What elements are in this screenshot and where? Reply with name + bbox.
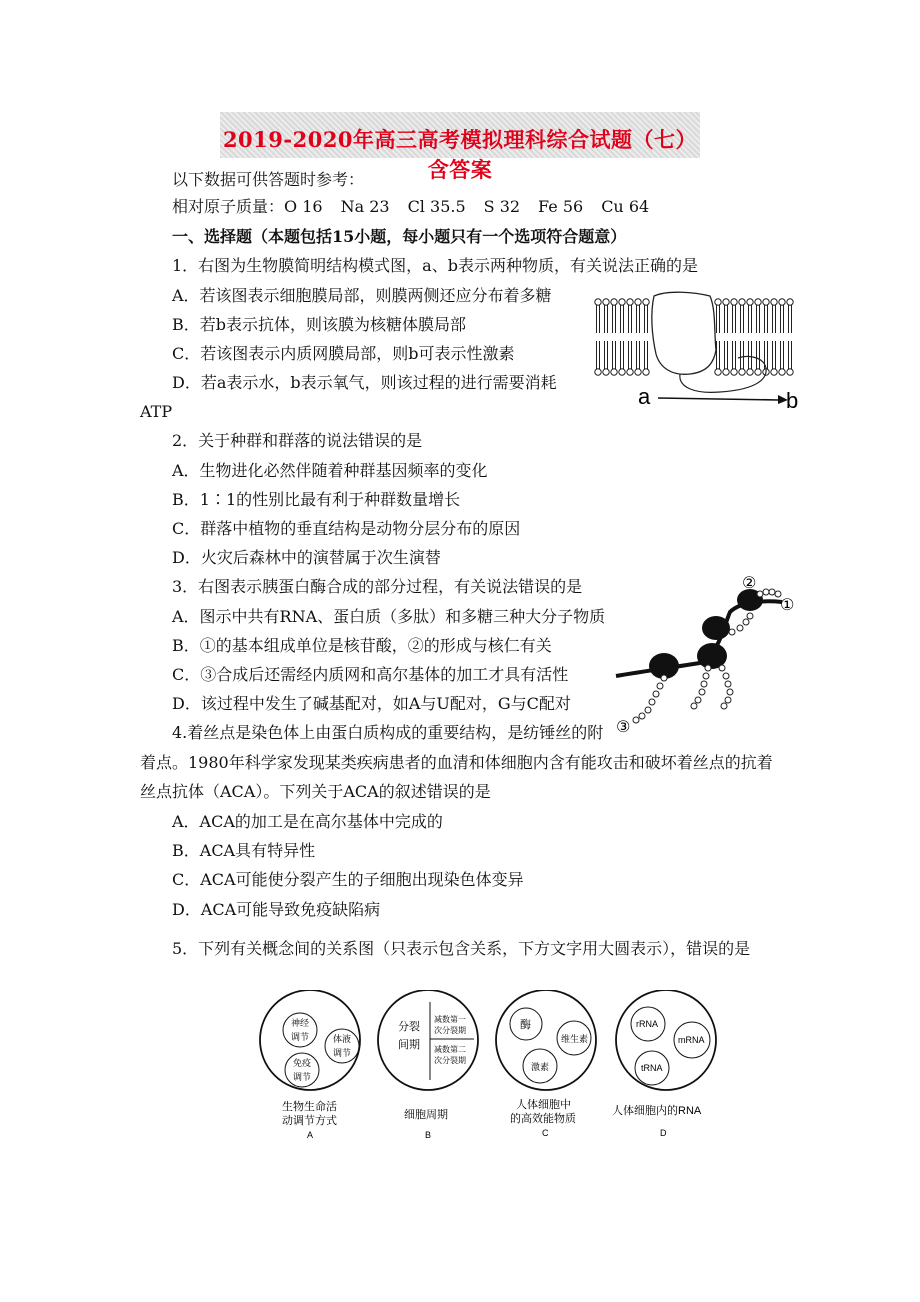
atomic-mass-fe: Fe 56 — [538, 197, 584, 216]
q2-option-a: A．生物进化必然伴随着种群基因频率的变化 — [172, 461, 488, 480]
amino-acid-bead — [645, 707, 651, 713]
svg-text:分裂: 分裂 — [398, 1021, 420, 1033]
atomic-mass-cl: Cl 35.5 — [407, 197, 466, 216]
amino-acid-bead — [747, 613, 753, 619]
lipid-head — [643, 299, 649, 305]
lipid-head — [635, 369, 641, 375]
lipid-head — [731, 369, 737, 375]
atomic-mass-o: O 16 — [284, 197, 323, 216]
mrna-strand — [616, 601, 782, 676]
svg-text:体液: 体液 — [333, 1034, 352, 1044]
amino-acid-bead — [763, 589, 769, 595]
amino-acid-bead — [639, 713, 645, 719]
amino-acid-bead — [699, 689, 705, 695]
q2-option-c: C．群落中植物的垂直结构是动物分层分布的原因 — [172, 519, 521, 538]
marker-1: ① — [780, 597, 795, 614]
lipid-head — [787, 299, 793, 305]
lipid-head — [731, 299, 737, 305]
svg-text:减数第一: 减数第一 — [434, 1015, 466, 1024]
translation-figure — [612, 570, 812, 740]
amino-acid-bead — [723, 673, 729, 679]
q3-stem: 3．右图表示胰蛋白酶合成的部分过程，有关说法错误的是 — [172, 577, 583, 596]
marker-3: ③ — [616, 719, 631, 736]
amino-acid-bead — [743, 619, 749, 625]
lipid-head — [779, 369, 785, 375]
label-a: a — [638, 384, 651, 409]
lipid-head — [723, 299, 729, 305]
svg-text:维生素: 维生素 — [561, 1034, 589, 1044]
amino-acid-bead — [695, 697, 701, 703]
lipid-head — [771, 299, 777, 305]
q4-option-a: A．ACA的加工是在高尔基体中完成的 — [172, 812, 443, 831]
svg-text:细胞周期: 细胞周期 — [404, 1109, 448, 1121]
diagram-d — [612, 990, 716, 1138]
marker-2: ② — [742, 575, 757, 592]
lipid-head — [715, 369, 721, 375]
page-title: 2019-2020年高三高考模拟理科综合试题（七）含答案 — [222, 127, 698, 182]
amino-acid-bead — [657, 683, 663, 689]
svg-text:mRNA: mRNA — [678, 1035, 705, 1045]
q3-option-c: C．③合成后还需经内质网和高尔基体的加工才具有活性 — [172, 665, 569, 684]
amino-acid-bead — [727, 689, 733, 695]
lipid-head — [619, 369, 625, 375]
svg-text:酶: 酶 — [520, 1019, 531, 1031]
lipid-head — [787, 369, 793, 375]
svg-text:免疫: 免疫 — [293, 1058, 312, 1068]
q1-option-d-wrap: ATP — [140, 402, 173, 421]
membrane-protein — [652, 292, 716, 374]
lipid-head — [771, 369, 777, 375]
section-heading: 一、选择题（本题包括15小题，每小题只有一个选项符合题意） — [172, 227, 627, 246]
lipid-head — [603, 299, 609, 305]
q2-stem: 2．关于种群和群落的说法错误的是 — [172, 431, 423, 450]
svg-text:C: C — [542, 1128, 549, 1138]
q2-option-b: B．1∶1的性别比最有利于种群数量增长 — [172, 490, 461, 509]
amino-acid-bead — [633, 717, 639, 723]
amino-acid-bead — [653, 691, 659, 697]
concept-diagrams — [250, 990, 730, 1150]
amino-acid-bead — [703, 673, 709, 679]
q3-option-d: D．该过程中发生了碱基配对，如A与U配对，G与C配对 — [172, 694, 571, 713]
amino-acid-bead — [661, 675, 667, 681]
amino-acid-bead — [701, 681, 707, 687]
lipid-head — [611, 299, 617, 305]
lipid-head — [643, 369, 649, 375]
q4-option-d: D．ACA可能导致免疫缺陷病 — [172, 900, 381, 919]
svg-text:生物生命活: 生物生命活 — [282, 1101, 337, 1113]
amino-acid-bead — [705, 665, 711, 671]
amino-acid-bead — [737, 625, 743, 631]
q1-option-d: D．若a表示水，b表示氧气，则该过程的进行需要消耗 — [172, 373, 557, 392]
atomic-mass-s: S 32 — [483, 197, 521, 216]
lipid-head — [747, 299, 753, 305]
q2-option-d: D．火灾后森林中的演替属于次生演替 — [172, 548, 441, 567]
svg-text:B: B — [425, 1130, 432, 1140]
lipid-head — [739, 369, 745, 375]
lipid-head — [603, 369, 609, 375]
amino-acid-bead — [649, 699, 655, 705]
amino-acid-bead — [691, 703, 697, 709]
svg-text:调节: 调节 — [333, 1048, 352, 1058]
svg-text:的高效能物质: 的高效能物质 — [510, 1113, 576, 1125]
svg-text:神经: 神经 — [291, 1018, 310, 1028]
atomic-mass-cu: Cu 64 — [601, 197, 650, 216]
lipid-head — [627, 299, 633, 305]
lipid-head — [779, 299, 785, 305]
lipid-head — [627, 369, 633, 375]
svg-text:减数第二: 减数第二 — [434, 1045, 466, 1054]
lipid-head — [755, 369, 761, 375]
diagram-c — [496, 990, 596, 1138]
svg-text:激素: 激素 — [531, 1062, 550, 1072]
q1-option-a: A．若该图表示细胞膜局部，则膜两侧还应分布着多糖 — [172, 286, 552, 305]
lipid-head — [715, 299, 721, 305]
svg-text:调节: 调节 — [291, 1032, 310, 1042]
amino-acid-bead — [725, 697, 731, 703]
atomic-mass-na: Na 23 — [340, 197, 390, 216]
svg-text:人体细胞中: 人体细胞中 — [516, 1099, 571, 1111]
lipid-head — [619, 299, 625, 305]
lipid-head — [755, 299, 761, 305]
lipid-head — [739, 299, 745, 305]
q4-option-c: C．ACA可能使分裂产生的子细胞出现染色体变异 — [172, 870, 524, 889]
q1-stem: 1．右图为生物膜简明结构模式图，a、b表示两种物质，有关说法正确的是 — [172, 256, 698, 275]
svg-text:D: D — [660, 1128, 667, 1138]
svg-text:rRNA: rRNA — [636, 1019, 658, 1029]
q4-stem-line-2: 着点。1980年科学家发现某类疾病患者的血清和体细胞内含有能攻击和破坏着丝点的抗着 — [140, 753, 773, 772]
svg-text:次分裂期: 次分裂期 — [434, 1026, 466, 1035]
diagram-a — [260, 990, 360, 1140]
lipid-head — [763, 299, 769, 305]
amino-acid-bead — [769, 589, 775, 595]
q4-stem-line-3: 丝点抗体（ACA）。下列关于ACA的叙述错误的是 — [140, 782, 491, 801]
q3-option-a: A．图示中共有RNA、蛋白质（多肽）和多糖三种大分子物质 — [172, 607, 606, 626]
lipid-head — [595, 299, 601, 305]
lipid-head — [635, 299, 641, 305]
label-b: b — [786, 388, 799, 413]
ribosome-3 — [702, 616, 730, 640]
svg-text:人体细胞内的RNA: 人体细胞内的RNA — [612, 1105, 702, 1117]
amino-acid-bead — [721, 703, 727, 709]
svg-text:间期: 间期 — [398, 1039, 420, 1051]
amino-acid-bead — [719, 665, 725, 671]
svg-text:动调节方式: 动调节方式 — [282, 1115, 337, 1127]
diagram-b — [378, 990, 478, 1140]
lipid-head — [747, 369, 753, 375]
transport-arrow — [658, 398, 778, 400]
reference-note: 以下数据可供答题时参考： — [172, 170, 365, 189]
svg-text:A: A — [307, 1130, 314, 1140]
svg-text:tRNA: tRNA — [641, 1063, 663, 1073]
atomic-masses-line — [172, 197, 667, 217]
lipid-head — [595, 369, 601, 375]
q4-option-b: B．ACA具有特异性 — [172, 841, 316, 860]
membrane-figure — [590, 288, 800, 416]
q1-option-b: B．若b表示抗体，则该膜为核糖体膜局部 — [172, 315, 467, 334]
atomic-label: 相对原子质量： — [172, 197, 285, 216]
amino-acid-bead — [729, 629, 735, 635]
q3-option-b: B．①的基本组成单位是核苷酸，②的形成与核仁有关 — [172, 636, 552, 655]
q4-stem-line-1: 4.着丝点是染色体上由蛋白质构成的重要结构，是纺锤丝的附 — [172, 723, 604, 742]
q5-stem: 5．下列有关概念间的关系图（只表示包含关系，下方文字用大圆表示），错误的是 — [172, 939, 751, 958]
lipid-head — [611, 369, 617, 375]
lipid-head — [723, 369, 729, 375]
amino-acid-bead — [725, 681, 731, 687]
amino-acid-bead — [757, 591, 763, 597]
svg-text:调节: 调节 — [293, 1072, 312, 1082]
q1-option-c: C．若该图表示内质网膜局部，则b可表示性激素 — [172, 344, 515, 363]
svg-text:次分裂期: 次分裂期 — [434, 1056, 466, 1065]
